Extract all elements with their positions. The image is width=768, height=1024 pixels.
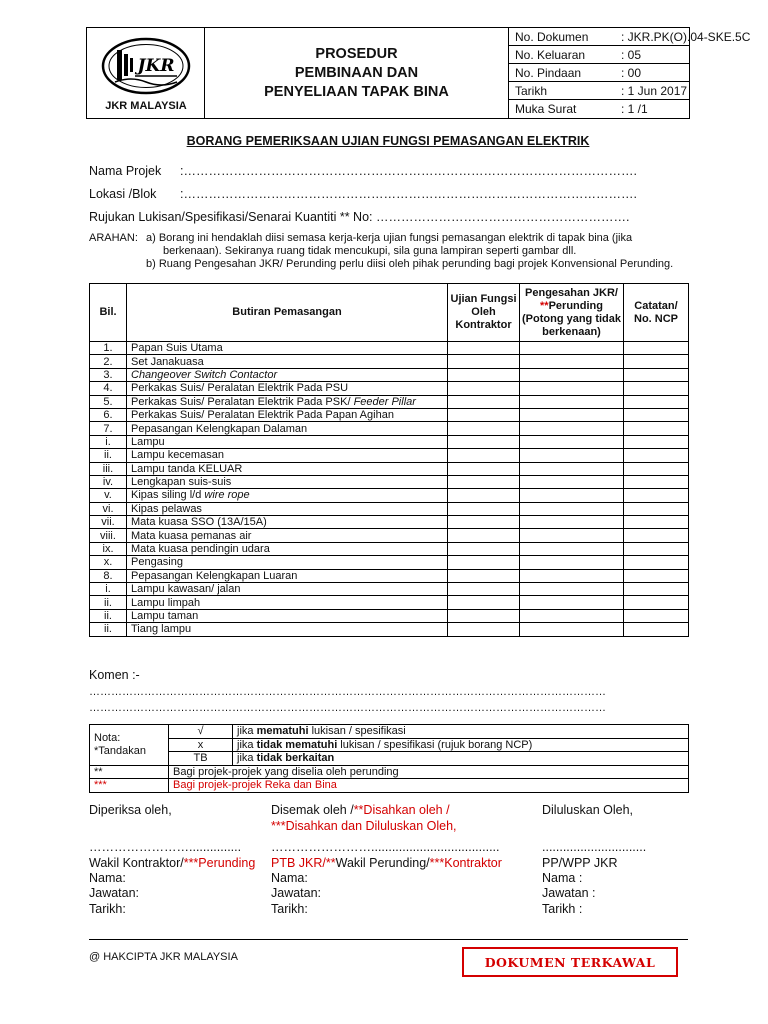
sig2-title bbox=[271, 803, 450, 817]
table-row bbox=[90, 529, 689, 542]
tandakan-label: *Tandakan bbox=[94, 744, 146, 757]
sig1-role-b: ***Perunding bbox=[183, 856, 256, 870]
legend-row bbox=[90, 738, 689, 752]
legend-bold: mematuhi bbox=[256, 725, 309, 738]
pengesahan-stars: ** bbox=[540, 299, 549, 312]
svg-text:JKR: JKR bbox=[137, 56, 175, 76]
row-item bbox=[127, 475, 448, 488]
pengesahan-cell[interactable] bbox=[520, 368, 624, 381]
sig1-role bbox=[89, 856, 255, 870]
arahan-a-line1: a) Borang ini hendaklah diisi semasa kerja-kerja ujian fungsi pemasangan elektrik di tapak bina (jika bbox=[146, 232, 633, 244]
row-item bbox=[127, 382, 448, 395]
ujian-cell[interactable] bbox=[448, 609, 520, 622]
row-bil: vi. bbox=[90, 502, 127, 515]
row-bil: 8. bbox=[90, 569, 127, 582]
pengesahan-cell[interactable] bbox=[520, 355, 624, 368]
meta-value: : JKR.PK(O).04-SKE.5C bbox=[621, 30, 751, 44]
row-item-text: Kipas siling l/d bbox=[131, 489, 205, 502]
ujian-cell[interactable] bbox=[448, 408, 520, 421]
row-item bbox=[127, 596, 448, 609]
meta-key: No. Keluaran bbox=[515, 48, 586, 62]
legend-pre: jika bbox=[237, 738, 257, 751]
meta-key: No. Dokumen bbox=[515, 30, 589, 44]
table-row bbox=[90, 502, 689, 515]
table-row bbox=[90, 355, 689, 368]
row-item-italic: wire rope bbox=[204, 489, 250, 502]
legend-nota-cell bbox=[90, 725, 169, 766]
row-item bbox=[127, 462, 448, 475]
meta-row bbox=[509, 100, 689, 118]
catatan-cell[interactable] bbox=[624, 609, 689, 622]
legend-text bbox=[233, 725, 689, 739]
meta-row bbox=[509, 28, 751, 46]
sig1-title: Diperiksa oleh, bbox=[89, 803, 172, 817]
title-line-3: PENYELIAAN TAPAK BINA bbox=[264, 83, 449, 100]
row-bil: 2. bbox=[90, 355, 127, 368]
ujian-cell[interactable] bbox=[448, 623, 520, 636]
legend-double-star: ** bbox=[90, 765, 169, 779]
catatan-cell[interactable] bbox=[624, 502, 689, 515]
pengesahan-cell[interactable] bbox=[520, 449, 624, 462]
row-item-text: Pengasing bbox=[131, 556, 183, 569]
row-item bbox=[127, 569, 448, 582]
row-bil: i. bbox=[90, 583, 127, 596]
ujian-cell[interactable] bbox=[448, 569, 520, 582]
pengesahan-cell[interactable] bbox=[520, 529, 624, 542]
sig3-role: PP/WPP JKR bbox=[542, 856, 618, 870]
table-row bbox=[90, 623, 689, 636]
row-item-text: Lengkapan suis-suis bbox=[131, 476, 232, 489]
row-item bbox=[127, 489, 448, 502]
document-header bbox=[86, 27, 751, 119]
table-row bbox=[90, 569, 689, 582]
catatan-cell[interactable] bbox=[624, 623, 689, 636]
ujian-cell[interactable] bbox=[448, 596, 520, 609]
catatan-cell[interactable] bbox=[624, 529, 689, 542]
table-row bbox=[90, 408, 689, 421]
pengesahan-cell[interactable] bbox=[520, 516, 624, 529]
ujian-cell[interactable] bbox=[448, 395, 520, 408]
ujian-cell[interactable] bbox=[448, 435, 520, 448]
row-item-text: Set Janakuasa bbox=[131, 355, 204, 368]
pengesahan-cell[interactable] bbox=[520, 462, 624, 475]
row-item-text: Perkakas Suis/ Peralatan Elektrik Pada Papan Agihan bbox=[131, 409, 394, 422]
komen-label: Komen :- bbox=[89, 668, 140, 682]
row-item bbox=[127, 583, 448, 596]
table-row bbox=[90, 422, 689, 435]
komen-line-1[interactable]: …………………………………………………………………………………………………………………………… bbox=[89, 686, 606, 698]
legend-triple-star: *** bbox=[90, 779, 169, 793]
catatan-cell[interactable] bbox=[624, 368, 689, 381]
footer-divider bbox=[89, 939, 688, 940]
row-item-text: Lampu limpah bbox=[131, 596, 201, 609]
row-bil: iii. bbox=[90, 462, 127, 475]
row-item-italic: Feeder Pillar bbox=[353, 395, 416, 408]
ujian-cell[interactable] bbox=[448, 342, 520, 355]
sig1-nama: Nama: bbox=[89, 871, 126, 885]
org-name: JKR MALAYSIA bbox=[105, 100, 187, 112]
row-item-text: Lampu kawasan/ jalan bbox=[131, 583, 241, 596]
komen-line-2[interactable]: …………………………………………………………………………………………………………………………… bbox=[89, 702, 606, 714]
meta-value: : 00 bbox=[621, 66, 642, 80]
meta-row bbox=[509, 82, 689, 100]
pengesahan-cell[interactable] bbox=[520, 596, 624, 609]
row-item bbox=[127, 368, 448, 381]
sig2-line[interactable]: ……………………..................................... bbox=[271, 840, 500, 854]
meta-row bbox=[509, 46, 689, 64]
jkr-logo-icon bbox=[101, 36, 191, 96]
header-pengesahan bbox=[520, 284, 624, 342]
pengesahan-cell[interactable] bbox=[520, 382, 624, 395]
row-bil: ii. bbox=[90, 449, 127, 462]
legend-post: lukisan / spesifikasi (rujuk borang NCP) bbox=[337, 738, 533, 751]
row-bil: 1. bbox=[90, 342, 127, 355]
legend-row bbox=[90, 725, 689, 739]
row-item bbox=[127, 395, 448, 408]
catatan-cell[interactable] bbox=[624, 435, 689, 448]
catatan-cell[interactable] bbox=[624, 569, 689, 582]
nama-projek-label: Nama Projek bbox=[89, 164, 162, 178]
legend-symbol: TB bbox=[169, 752, 233, 766]
ujian-cell[interactable] bbox=[448, 449, 520, 462]
row-item bbox=[127, 556, 448, 569]
row-bil: 6. bbox=[90, 408, 127, 421]
row-item-text: Lampu tanda KELUAR bbox=[131, 462, 243, 475]
table-row bbox=[90, 462, 689, 475]
pengesahan-cell[interactable] bbox=[520, 342, 624, 355]
row-item bbox=[127, 355, 448, 368]
ujian-cell[interactable] bbox=[448, 382, 520, 395]
pengesahan-part-a: Pengesahan JKR/ bbox=[525, 286, 618, 299]
row-item-text: Pepasangan Kelengkapan Luaran bbox=[131, 569, 298, 582]
legend-row bbox=[90, 779, 689, 793]
row-item-text: Pepasangan Kelengkapan Dalaman bbox=[131, 422, 308, 435]
pengesahan-cell[interactable] bbox=[520, 583, 624, 596]
catatan-cell[interactable] bbox=[624, 475, 689, 488]
row-item bbox=[127, 449, 448, 462]
catatan-cell[interactable] bbox=[624, 342, 689, 355]
meta-key: Muka Surat bbox=[515, 102, 577, 116]
catatan-cell[interactable] bbox=[624, 542, 689, 555]
meta-value: : 1 /1 bbox=[621, 102, 648, 116]
row-bil: v. bbox=[90, 489, 127, 502]
legend-bold: tidak mematuhi bbox=[256, 738, 338, 751]
row-item bbox=[127, 529, 448, 542]
pengesahan-part-b: Perunding (Potong yang tidak berkenaan) bbox=[522, 299, 621, 338]
nota-label: Nota: bbox=[94, 731, 121, 744]
legend-triple-star-text: Bagi projek-projek Reka dan Bina bbox=[169, 779, 689, 793]
table-row bbox=[90, 516, 689, 529]
row-bil: x. bbox=[90, 556, 127, 569]
sig2-role bbox=[271, 856, 502, 870]
meta-value: : 1 Jun 2017 bbox=[621, 84, 688, 98]
catatan-cell[interactable] bbox=[624, 462, 689, 475]
row-item-text: Perkakas Suis/ Peralatan Elektrik Pada PSU bbox=[131, 382, 349, 395]
row-item bbox=[127, 609, 448, 622]
header-bil: Bil. bbox=[90, 284, 127, 342]
row-bil: iv. bbox=[90, 475, 127, 488]
row-item bbox=[127, 502, 448, 515]
sig2-tarikh: Tarikh: bbox=[271, 902, 308, 916]
sig2-title-a: Disemak oleh / bbox=[271, 803, 354, 817]
table-row bbox=[90, 342, 689, 355]
catatan-cell[interactable] bbox=[624, 395, 689, 408]
catatan-cell[interactable] bbox=[624, 408, 689, 421]
sig2-jawatan: Jawatan: bbox=[271, 886, 322, 900]
row-bil: ii. bbox=[90, 596, 127, 609]
legend-symbol: √ bbox=[169, 725, 233, 739]
catatan-cell[interactable] bbox=[624, 583, 689, 596]
pengesahan-cell[interactable] bbox=[520, 475, 624, 488]
row-item-text: Papan Suis Utama bbox=[131, 342, 223, 355]
row-item bbox=[127, 516, 448, 529]
row-bil: 5. bbox=[90, 395, 127, 408]
arahan-b-line: b) Ruang Pengesahan JKR/ Perunding perlu diisi oleh pihak perunding bagi projek Konvensional Perunding. bbox=[146, 258, 674, 270]
sig1-line[interactable]: ……………………............... bbox=[89, 840, 242, 854]
row-item bbox=[127, 422, 448, 435]
legend-text bbox=[233, 752, 689, 766]
row-item bbox=[127, 408, 448, 421]
row-item-text: Kipas pelawas bbox=[131, 502, 202, 515]
pengesahan-cell[interactable] bbox=[520, 422, 624, 435]
row-bil: ii. bbox=[90, 609, 127, 622]
header-butiran: Butiran Pemasangan bbox=[127, 284, 448, 342]
row-item-text: Lampu kecemasan bbox=[131, 449, 224, 462]
inspection-table bbox=[89, 283, 689, 637]
table-row bbox=[90, 449, 689, 462]
sig2-title-line2: ***Disahkan dan Diluluskan Oleh, bbox=[271, 819, 457, 833]
table-row bbox=[90, 489, 689, 502]
sig2-role-b: ** bbox=[325, 856, 336, 870]
row-item-text: Perkakas Suis/ Peralatan Elektrik Pada PSK/ bbox=[131, 395, 354, 408]
pengesahan-cell[interactable] bbox=[520, 489, 624, 502]
ujian-cell[interactable] bbox=[448, 475, 520, 488]
ujian-cell[interactable] bbox=[448, 516, 520, 529]
procedure-title bbox=[205, 28, 509, 118]
meta-key: Tarikh bbox=[515, 84, 548, 98]
ujian-cell[interactable] bbox=[448, 542, 520, 555]
row-item-text: Mata kuasa pemanas air bbox=[131, 529, 252, 542]
pengesahan-cell[interactable] bbox=[520, 435, 624, 448]
row-item bbox=[127, 435, 448, 448]
legend-bold: tidak berkaitan bbox=[256, 752, 335, 765]
lokasi-field[interactable]: :………………………………………………………………………………………………. bbox=[180, 187, 637, 201]
pengesahan-cell[interactable] bbox=[520, 556, 624, 569]
copyright: @ HAKCIPTA JKR MALAYSIA bbox=[89, 951, 238, 963]
nama-projek-field[interactable]: :………………………………………………………………………………………………. bbox=[180, 164, 637, 178]
form-title: BORANG PEMERIKSAAN UJIAN FUNGSI PEMASANGAN ELEKTRIK bbox=[186, 134, 590, 148]
pengesahan-cell[interactable] bbox=[520, 569, 624, 582]
row-item-text: Tiang lampu bbox=[131, 623, 192, 636]
legend-text bbox=[233, 738, 689, 752]
meta-key: No. Pindaan bbox=[515, 66, 582, 80]
title-line-2: PEMBINAAN DAN bbox=[294, 64, 419, 81]
pengesahan-cell[interactable] bbox=[520, 395, 624, 408]
legend-row bbox=[90, 765, 689, 779]
row-item-text: Mata kuasa pendingin udara bbox=[131, 543, 270, 556]
table-row bbox=[90, 382, 689, 395]
table-row bbox=[90, 395, 689, 408]
ujian-cell[interactable] bbox=[448, 489, 520, 502]
catatan-cell[interactable] bbox=[624, 422, 689, 435]
legend-symbol: x bbox=[169, 738, 233, 752]
table-row bbox=[90, 435, 689, 448]
table-row bbox=[90, 475, 689, 488]
ujian-cell[interactable] bbox=[448, 502, 520, 515]
meta-row bbox=[509, 64, 689, 82]
pengesahan-cell[interactable] bbox=[520, 502, 624, 515]
sig1-role-a: Wakil Kontraktor/ bbox=[89, 856, 184, 870]
sig2-role-c: Wakil Perunding/ bbox=[335, 856, 430, 870]
row-bil: 3. bbox=[90, 368, 127, 381]
sig1-jawatan: Jawatan: bbox=[89, 886, 140, 900]
row-item-text: Mata kuasa SSO (13A/15A) bbox=[131, 516, 267, 529]
sig1-tarikh: Tarikh: bbox=[89, 902, 126, 916]
rujukan-field[interactable]: Rujukan Lukisan/Spesifikasi/Senarai Kuantiti ** No: ……………………………………………………. bbox=[89, 210, 630, 224]
sig2-role-d: ***Kontraktor bbox=[429, 856, 502, 870]
table-row bbox=[90, 583, 689, 596]
table-row bbox=[90, 542, 689, 555]
row-item-text: Lampu bbox=[131, 435, 165, 448]
header-catatan: Catatan/ No. NCP bbox=[624, 284, 689, 342]
pengesahan-cell[interactable] bbox=[520, 408, 624, 421]
sig2-title-b: **Disahkan oleh / bbox=[353, 803, 450, 817]
legend-pre: jika bbox=[237, 752, 257, 765]
lokasi-label: Lokasi /Blok bbox=[89, 187, 157, 201]
catatan-cell[interactable] bbox=[624, 449, 689, 462]
catatan-cell[interactable] bbox=[624, 382, 689, 395]
table-row bbox=[90, 596, 689, 609]
sig3-tarikh: Tarikh : bbox=[542, 902, 583, 916]
table-header-row bbox=[90, 284, 689, 342]
legend-row bbox=[90, 752, 689, 766]
row-bil: ix. bbox=[90, 542, 127, 555]
row-item bbox=[127, 623, 448, 636]
catatan-cell[interactable] bbox=[624, 596, 689, 609]
ujian-cell[interactable] bbox=[448, 368, 520, 381]
row-item bbox=[127, 342, 448, 355]
row-bil: viii. bbox=[90, 529, 127, 542]
meta-value: : 05 bbox=[621, 48, 642, 62]
row-bil: vii. bbox=[90, 516, 127, 529]
header-ujian: Ujian Fungsi Oleh Kontraktor bbox=[448, 284, 520, 342]
row-item-text: Lampu taman bbox=[131, 610, 199, 622]
row-item bbox=[127, 542, 448, 555]
catatan-cell[interactable] bbox=[624, 355, 689, 368]
controlled-document-stamp: DOKUMEN TERKAWAL bbox=[462, 947, 678, 977]
logo-cell bbox=[87, 28, 205, 118]
table-row bbox=[90, 609, 689, 622]
row-item-text: Changeover Switch Contactor bbox=[131, 368, 278, 381]
arahan-label: ARAHAN: bbox=[89, 232, 138, 244]
row-bil: ii. bbox=[90, 623, 127, 636]
pengesahan-cell[interactable] bbox=[520, 623, 624, 636]
ujian-cell[interactable] bbox=[448, 355, 520, 368]
legend-table bbox=[89, 724, 689, 793]
sig3-nama: Nama : bbox=[542, 871, 583, 885]
row-bil: 4. bbox=[90, 382, 127, 395]
legend-post: lukisan / spesifikasi bbox=[308, 725, 406, 738]
table-row bbox=[90, 368, 689, 381]
catatan-cell[interactable] bbox=[624, 489, 689, 502]
legend-pre: jika bbox=[237, 725, 257, 738]
document-meta bbox=[509, 28, 751, 118]
catatan-cell[interactable] bbox=[624, 516, 689, 529]
sig2-nama: Nama: bbox=[271, 871, 308, 885]
catatan-cell[interactable] bbox=[624, 556, 689, 569]
sig3-title: Diluluskan Oleh, bbox=[542, 803, 634, 817]
row-bil: 7. bbox=[90, 422, 127, 435]
sig3-jawatan: Jawatan : bbox=[542, 886, 596, 900]
table-row bbox=[90, 556, 689, 569]
pengesahan-cell[interactable] bbox=[520, 609, 624, 622]
arahan-a-line2: berkenaan). Sekiranya ruang tidak mencukupi, sila guna lampiran seperti gambar dll. bbox=[163, 245, 577, 257]
ujian-cell[interactable] bbox=[448, 462, 520, 475]
ujian-cell[interactable] bbox=[448, 583, 520, 596]
ujian-cell[interactable] bbox=[448, 556, 520, 569]
legend-double-star-text: Bagi projek-projek yang diselia oleh perunding bbox=[169, 765, 689, 779]
row-bil: i. bbox=[90, 435, 127, 448]
sig2-role-a: PTB JKR/ bbox=[271, 856, 326, 870]
sig3-line[interactable]: .............................. bbox=[542, 840, 647, 854]
pengesahan-cell[interactable] bbox=[520, 542, 624, 555]
ujian-cell[interactable] bbox=[448, 529, 520, 542]
title-line-1: PROSEDUR bbox=[315, 45, 398, 62]
ujian-cell[interactable] bbox=[448, 422, 520, 435]
